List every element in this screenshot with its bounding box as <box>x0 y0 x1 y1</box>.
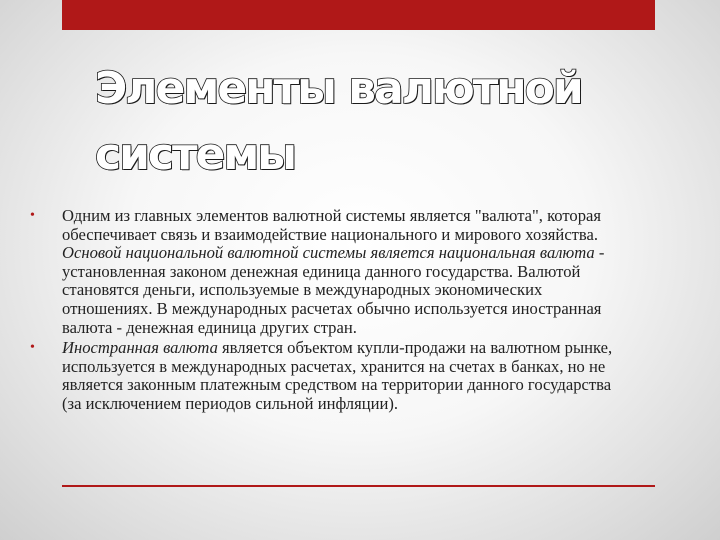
bullet-item-2 <box>30 339 630 413</box>
bullet-list <box>30 207 630 416</box>
bullet-dot-icon: • <box>30 340 35 356</box>
top-accent-bar <box>62 0 655 30</box>
bullet-item-1 <box>30 207 630 337</box>
bullet-dot-icon: • <box>30 208 35 223</box>
title-line-1: Элементы валютной <box>95 63 582 114</box>
slide-title <box>95 56 655 188</box>
bullet-1-text-end: - установленная законом денежная единица данного государства. Валютой становятся деньги, используемые в международных экономических отношениях. В международных расчетах обычно используется иностранная валюта - денежная единица других стран. <box>62 243 605 337</box>
bullet-2-text-end: является объектом купли-продажи на валютном рынке, используется в международных расчетах, хранится на счетах в банках, но не является законным платежным средством на территории данного государства (за исключением периодов сильной инфляции). <box>62 338 613 413</box>
bullet-1-text: Одним из главных элементов валютной системы является "валюта", которая обеспечивает связь и взаимодействие национального и мирового хозяйства. <box>62 206 602 244</box>
bottom-accent-line <box>62 485 655 487</box>
bullet-1-italic: Основой национальной валютной системы является национальная валюта <box>62 243 595 263</box>
bullet-2-italic: Иностранная валюта <box>62 338 218 358</box>
title-line-2: системы <box>95 129 296 180</box>
